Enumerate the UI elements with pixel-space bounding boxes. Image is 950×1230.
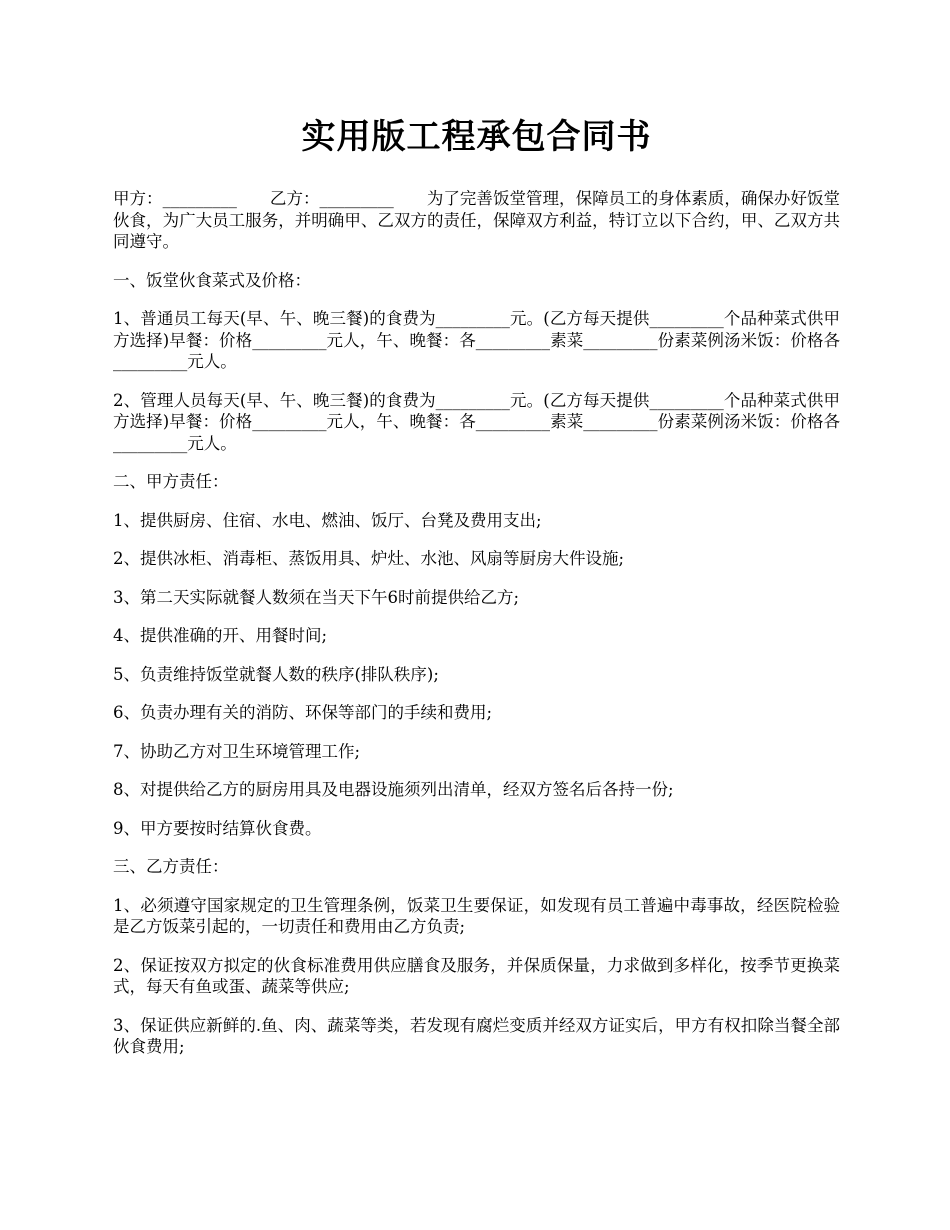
document-page (113, 112, 840, 1075)
clause-paragraph: 3、保证供应新鲜的.鱼、肉、蔬菜等类，若发现有腐烂变质并经双方证实后，甲方有权扣除当餐全部伙食费用; (113, 1015, 840, 1056)
section-heading-party-b: 三、乙方责任： (113, 857, 229, 876)
clause-paragraph: 4、提供准确的开、用餐时间; (113, 626, 328, 645)
clause-paragraph: 8、对提供给乙方的厨房用具及电器设施须列出清单，经双方签名后各持一份; (113, 780, 674, 799)
clause-paragraph: 2、管理人员每天(早、午、晚三餐)的食费为_________元。(乙方每天提供_________个品种菜式供甲方选择)早餐：价格_________元人，午、晚餐：各_________素菜_________份素菜例汤米饭：价格各_________元人。 (113, 390, 840, 453)
section-heading-menu-price: 一、饭堂伙食菜式及价格： (113, 270, 311, 290)
clause-paragraph: 1、提供厨房、住宿、水电、燃油、饭厅、台凳及费用支出; (113, 510, 542, 530)
clause-paragraph: 5、负责维持饭堂就餐人数的秩序(排队秩序); (113, 664, 439, 684)
clause-paragraph: 2、提供冰柜、消毒柜、蒸饭用具、炉灶、水池、风扇等厨房大件设施; (113, 549, 625, 568)
document-title: 实用版工程承包合同书 (301, 117, 652, 157)
clause-paragraph: 7、协助乙方对卫生环境管理工作; (113, 741, 361, 761)
clause-paragraph: 9、甲方要按时结算伙食费。 (113, 818, 322, 838)
clause-paragraph: 2、保证按双方拟定的伙食标准费用供应膳食及服务，并保质保量，力求做到多样化，按季节更换菜式，每天有鱼或蛋、蔬菜等供应; (113, 955, 840, 996)
clause-paragraph: 1、必须遵守国家规定的卫生管理条例，饭菜卫生要保证，如发现有员工普遍中毒事故，经医院检验是乙方饭菜引起的，一切责任和费用由乙方负责; (113, 895, 840, 936)
intro-paragraph: 甲方：_________ 乙方：_________ 为了完善饭堂管理，保障员工的身体素质，确保办好饭堂伙食，为广大员工服务，并明确甲、乙双方的责任，保障双方利益，特订立以下合约，甲、乙双方共同遵守。 (113, 189, 840, 251)
clause-paragraph: 6、负责办理有关的消防、环保等部门的手续和费用; (113, 703, 493, 722)
clause-paragraph: 1、普通员工每天(早、午、晚三餐)的食费为_________元。(乙方每天提供_________个品种菜式供甲方选择)早餐：价格_________元人，午、晚餐：各_________素菜_________份素菜例汤米饭：价格各_________元人。 (113, 309, 840, 371)
section-heading-party-a: 二、甲方责任： (113, 472, 229, 491)
clause-paragraph: 3、第二天实际就餐人数须在当天下午6时前提供给乙方; (113, 587, 520, 607)
